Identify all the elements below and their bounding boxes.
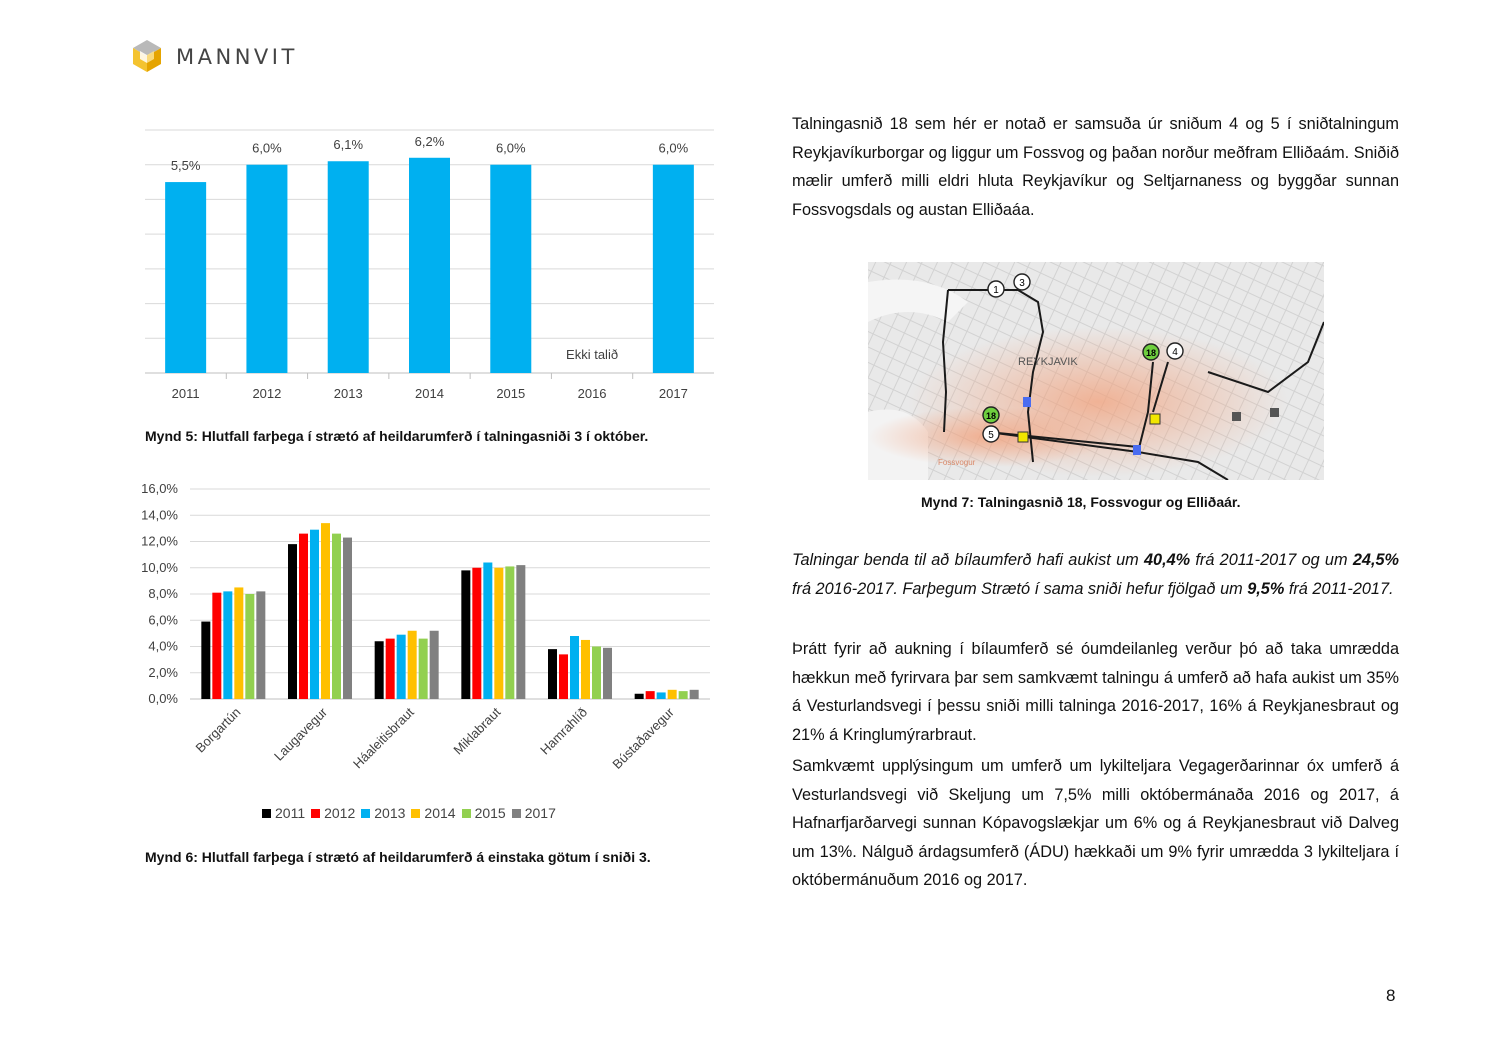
fig6-bar-Háaleitisbraut-2017 xyxy=(430,631,439,699)
fig6-legend-item-2012 xyxy=(311,805,355,821)
counter-icon xyxy=(1270,408,1279,417)
marker-1-label: 1 xyxy=(993,285,999,296)
fig6-bar-Hamrahlíð-2014 xyxy=(581,640,590,699)
mannvit-logo-icon xyxy=(130,38,164,76)
fig6-legend-item-2011 xyxy=(262,805,305,821)
fig6-bar-Háaleitisbraut-2012 xyxy=(386,639,395,699)
fig6-category-label: Borgartún xyxy=(192,704,244,756)
brand-name: MANNVIT xyxy=(176,45,298,69)
fig6-bar-Hamrahlíð-2011 xyxy=(548,649,557,699)
fig5-category-label: 2012 xyxy=(252,386,282,401)
fig6-bar-Laugavegur-2011 xyxy=(288,544,297,699)
fig6-bar-Háaleitisbraut-2015 xyxy=(419,639,428,699)
fig5-data-label-2015: 6,0% xyxy=(495,140,526,156)
fig6-legend-item-2015 xyxy=(462,805,506,821)
paragraph-counters: Samkvæmt upplýsingum um umferð um lykilteljara Vegagerðarinnar óx umferð á Vesturlandsvegi við Skeljung um 7,5% milli októbermánaða 2016 og 2017, á Hafnarfjarðarvegi sunnan Kópavogslækjar um 6% og á Reykjanesbraut við Dalveg um 13%. Nálguð árdagsumferð (ÁDU) hækkaði um 9% fyrir umrædda 3 lykilteljara í októbermánuðum 2016 og 2017. xyxy=(792,757,1399,889)
fig5-bar-2011 xyxy=(165,182,206,373)
fig6-bar-Borgartún-2014 xyxy=(234,587,243,699)
fig6-bar-Bústaðavegur-2014 xyxy=(668,690,677,699)
fig5-category-label: 2016 xyxy=(577,386,607,401)
counter-icon xyxy=(1150,414,1160,424)
marker-4-label: 4 xyxy=(1172,347,1178,358)
fig5-category-label: 2014 xyxy=(415,386,444,401)
fig6-ytick-label: 14,0% xyxy=(141,507,178,523)
fig6-bar-Bústaðavegur-2011 xyxy=(635,694,644,699)
fig6-legend-swatch xyxy=(411,809,420,818)
fig6-legend-swatch xyxy=(512,809,521,818)
fig6-bar-Háaleitisbraut-2014 xyxy=(408,631,417,699)
fig6-bar-Miklabraut-2011 xyxy=(461,570,470,699)
fig6-legend-swatch xyxy=(361,809,370,818)
fig5-category-label: 2013 xyxy=(333,386,363,401)
fig5-data-label-2013: 6,1% xyxy=(333,137,364,153)
fig6-bar-Borgartún-2015 xyxy=(245,594,254,699)
fig5-bar-2012 xyxy=(246,165,287,373)
fig5-bar-2015 xyxy=(490,165,531,373)
fig5-data-label-2017: 6,0% xyxy=(658,140,689,156)
fig6-bar-Borgartún-2017 xyxy=(256,591,265,699)
fig6-ytick-label: 8,0% xyxy=(148,586,178,601)
fig6-bar-Laugavegur-2013 xyxy=(310,530,319,699)
fig6-legend-label: 2017 xyxy=(524,805,556,821)
fig6-legend-label: 2012 xyxy=(324,805,356,821)
fig6-ytick-label: 10,0% xyxy=(141,559,178,575)
fig6-bar-Bústaðavegur-2017 xyxy=(690,690,699,699)
counter-icon xyxy=(1232,412,1241,421)
fig6-legend-label: 2014 xyxy=(424,805,456,821)
fig6-bar-Miklabraut-2015 xyxy=(505,566,514,699)
mannvit-logo xyxy=(130,38,298,76)
fig6-ytick-label: 0,0% xyxy=(148,691,178,706)
figure5-chart xyxy=(140,118,720,413)
fig6-legend-swatch xyxy=(311,809,320,818)
marker-18-south-label: 18 xyxy=(985,411,997,421)
highlight-car-growth-2011-2017: 40,4% xyxy=(1143,551,1191,569)
highlight-car-growth-2016-2017: 24,5% xyxy=(1352,551,1399,569)
paragraph-summary: Talningar benda til að bílaumferð hafi aukist um 40,4% frá 2011-2017 og um 24,5% frá 2016-2017. Farþegum Strætó í sama sniði hefur fjölgað um 9,5% frá 2011-2017. xyxy=(792,551,1399,598)
page-number: 8 xyxy=(1386,986,1396,1005)
fig6-category-label: Miklabraut xyxy=(450,704,504,758)
fig6-ytick-label: 6,0% xyxy=(148,612,178,628)
fig6-bar-Hamrahlíð-2017 xyxy=(603,648,612,699)
fig6-legend-label: 2015 xyxy=(474,805,506,821)
counter-icon xyxy=(1133,445,1141,455)
marker-18-north-label: 18 xyxy=(1145,348,1157,358)
fig6-ytick-label: 16,0% xyxy=(141,481,178,496)
fig6-bar-Laugavegur-2017 xyxy=(343,538,352,699)
fig6-category-label: Bústaðavegur xyxy=(609,704,677,772)
fig6-bar-Laugavegur-2015 xyxy=(332,534,341,699)
fig6-bar-Borgartún-2011 xyxy=(201,622,210,699)
marker-3-label: 3 xyxy=(1019,278,1025,289)
fig5-data-label-2011: 5,5% xyxy=(170,158,201,174)
fig5-data-label-2012: 6,0% xyxy=(252,140,282,156)
fig6-bar-Bústaðavegur-2012 xyxy=(646,691,655,699)
paragraph-intro: Talningasnið 18 sem hér er notað er samsuða úr sniðum 4 og 5 í sniðtalningum Reykjavíkurborgar og liggur um Fossvog og þaðan norður meðfram Elliðaám. Sniðið mælir umferð milli eldri hluta Reykjavíkur og Seltjarnaness og byggðar sunnan Fossvogsdals og austan Elliðaáa. xyxy=(792,115,1399,219)
fig5-bar-2014 xyxy=(409,158,450,373)
fig5-category-label: 2011 xyxy=(171,386,200,401)
map-area-label: Fossvogur xyxy=(938,458,976,467)
fig6-legend-item-2014 xyxy=(411,805,455,821)
fig6-ytick-label: 2,0% xyxy=(148,664,178,680)
fig6-bar-Miklabraut-2014 xyxy=(494,568,503,699)
figure6-caption: Mynd 6: Hlutfall farþega í strætó af heildarumferð á einstaka götum í sniði 3. xyxy=(145,849,651,865)
figure7-map xyxy=(868,262,1324,480)
fig6-bar-Háaleitisbraut-2011 xyxy=(375,641,384,699)
fig6-bar-Borgartún-2012 xyxy=(212,593,221,699)
fig6-category-label: Laugavegur xyxy=(270,704,331,764)
fig6-category-label: Háaleitisbraut xyxy=(349,704,417,772)
figure7-caption: Mynd 7: Talningasnið 18, Fossvogur og Elliðaár. xyxy=(921,494,1241,510)
counter-icon xyxy=(1018,432,1028,442)
fig5-bar-2013 xyxy=(328,161,369,373)
fig5-annotation: Ekki talið xyxy=(566,347,619,362)
map-graphic xyxy=(868,262,1324,480)
fig5-data-label-2014: 6,2% xyxy=(414,133,445,149)
fig6-legend-item-2017 xyxy=(512,805,556,821)
fig6-bar-Miklabraut-2017 xyxy=(516,565,525,699)
fig6-bar-Hamrahlíð-2012 xyxy=(559,654,568,699)
fig6-bar-Laugavegur-2012 xyxy=(299,534,308,699)
fig6-ytick-label: 12,0% xyxy=(141,533,178,549)
fig6-bar-Miklabraut-2013 xyxy=(483,563,492,700)
fig6-bar-Hamrahlíð-2015 xyxy=(592,647,601,700)
fig6-bar-Borgartún-2013 xyxy=(223,591,232,699)
fig6-legend-label: 2013 xyxy=(374,805,406,821)
fig6-category-label: Hamrahlíð xyxy=(537,704,591,758)
fig6-bar-Bústaðavegur-2015 xyxy=(679,691,688,699)
figure5-caption: Mynd 5: Hlutfall farþega í strætó af heildarumferð í talningasniði 3 í október. xyxy=(145,428,649,444)
fig5-bar-2017 xyxy=(653,165,694,373)
fig6-bar-Háaleitisbraut-2013 xyxy=(397,635,406,699)
fig5-category-label: 2017 xyxy=(658,386,688,401)
fig6-legend-swatch xyxy=(262,809,271,818)
fig6-bar-Miklabraut-2012 xyxy=(472,568,481,699)
marker-5-label: 5 xyxy=(988,430,994,441)
fig6-bar-Laugavegur-2014 xyxy=(321,523,330,699)
fig6-legend-swatch xyxy=(462,809,471,818)
map-city-label: REYKJAVIK xyxy=(1018,356,1078,368)
paragraph-caveat: Þrátt fyrir að aukning í bílaumferð sé óumdeilanleg verður þó að taka umrædda hækkun með fyrirvara þar sem samkvæmt talningu á umferð að hafa aukist um 35% á Vesturlandsvegi í þessu sniði milli talninga 2016-2017, 16% á Reykjanesbraut og 21% á Kringlumýrarbraut. xyxy=(792,640,1399,744)
fig6-bar-Hamrahlíð-2013 xyxy=(570,636,579,699)
highlight-passenger-growth: 9,5% xyxy=(1247,579,1285,598)
fig6-legend-item-2013 xyxy=(361,805,405,821)
counter-icon xyxy=(1023,397,1031,407)
fig6-bar-Bústaðavegur-2013 xyxy=(657,692,666,699)
fig6-legend-label: 2011 xyxy=(275,805,306,821)
figure6-legend xyxy=(262,805,562,821)
fig6-ytick-label: 4,0% xyxy=(148,638,178,654)
figure6-chart xyxy=(110,476,725,806)
fig5-category-label: 2015 xyxy=(496,386,526,401)
